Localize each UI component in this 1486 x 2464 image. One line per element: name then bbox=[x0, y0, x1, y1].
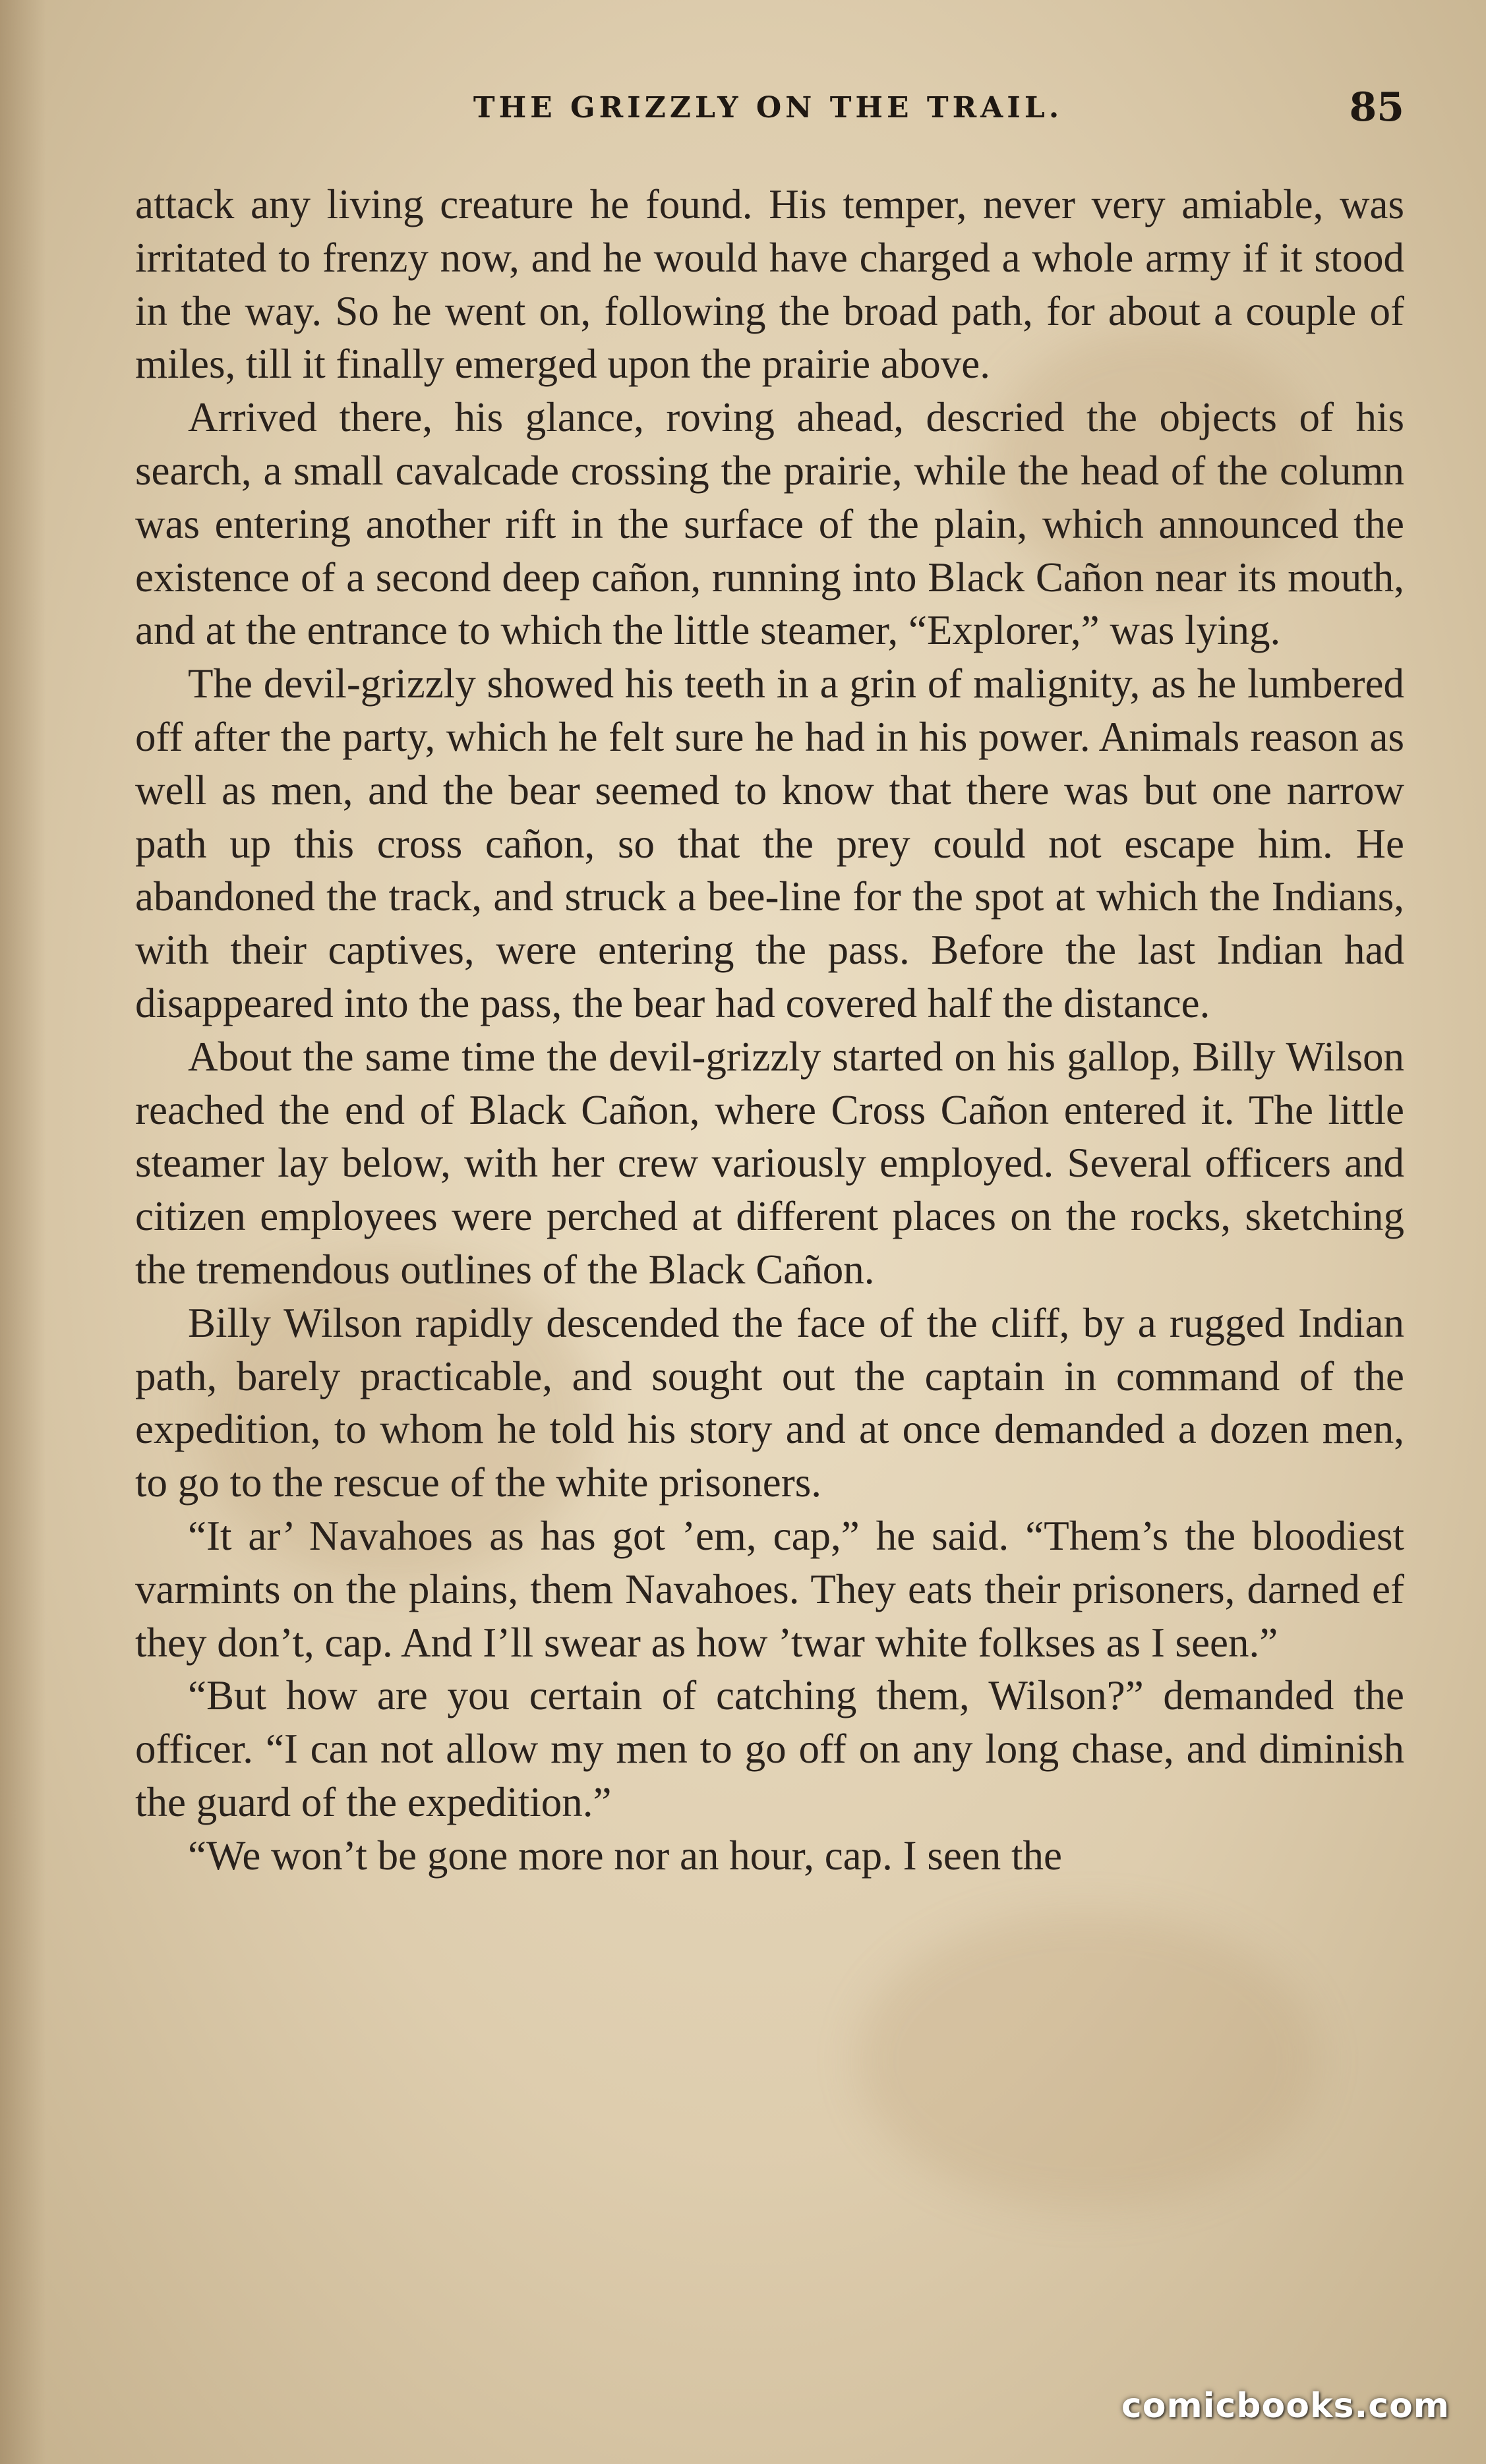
paragraph-7: “But how are you certain of catching them, Wilson?” demanded the officer. “I can not allow my men to go off on any long chase, and diminish the guard of the expedition.” bbox=[135, 1672, 1404, 1825]
text-body bbox=[135, 178, 1404, 2340]
running-head bbox=[132, 84, 1404, 144]
running-title: THE GRIZZLY ON THE TRAIL. bbox=[473, 91, 1063, 125]
page-gutter-shadow bbox=[0, 0, 46, 2464]
paragraph-2: Arrived there, his glance, roving ahead, descried the objects of his search, a small cavalcade crossing the prairie, while the head of the column was entering another rift in the surface of the plain, which announced the existence of a second deep cañon, running into Black Cañon near its mouth, and at the entrance to which the little steamer, “Explorer,” was lying. bbox=[135, 394, 1404, 654]
paragraph-3: The devil-grizzly showed his teeth in a grin of malignity, as he lumbered off after the party, which he felt sure he had in his power. Animals reason as well as men, and the bear seemed to know that there was but one narrow path up this cross cañon, so that the prey could not escape him. He abandoned the track, and struck a bee-line for the spot at which the Indians, with their captives, were entering the pass. Before the last Indian had disappeared into the pass, the bear had covered half the distance. bbox=[135, 660, 1404, 1026]
page-number: 85 bbox=[1349, 84, 1404, 131]
watermark: comicbooks.com bbox=[1121, 2386, 1450, 2426]
paragraph-4: About the same time the devil-grizzly started on his gallop, Billy Wilson reached the end of Black Cañon, where Cross Cañon entered it. The little steamer lay below, with her crew variously employed. Several officers and citizen employees were perched at different places on the rocks, sketching the tremendous outlines of the Black Cañon. bbox=[135, 1033, 1404, 1293]
paragraph-8: “We won’t be gone more nor an hour, cap. I seen the bbox=[188, 1832, 1063, 1879]
paragraph-1: attack any living creature he found. His temper, never very amiable, was irritated to frenzy now, and he would have charged a whole army if it stood in the way. So he went on, following the broad path, for about a couple of miles, till it finally emerged upon the prairie above. bbox=[135, 181, 1404, 388]
paragraph-6: “It ar’ Navahoes as has got ’em, cap,” he said. “Them’s the bloodiest varmints on the plains, them Navahoes. They eats their prisoners, darned ef they don’t, cap. And I’ll swear as how ’twar white folkses as I seen.” bbox=[135, 1512, 1404, 1666]
paragraph-5: Billy Wilson rapidly descended the face of the cliff, by a rugged Indian path, barely practicable, and sought out the captain in command of the expedition, to whom he told his story and at once demanded a dozen men, to go to the rescue of the white prisoners. bbox=[135, 1299, 1404, 1506]
